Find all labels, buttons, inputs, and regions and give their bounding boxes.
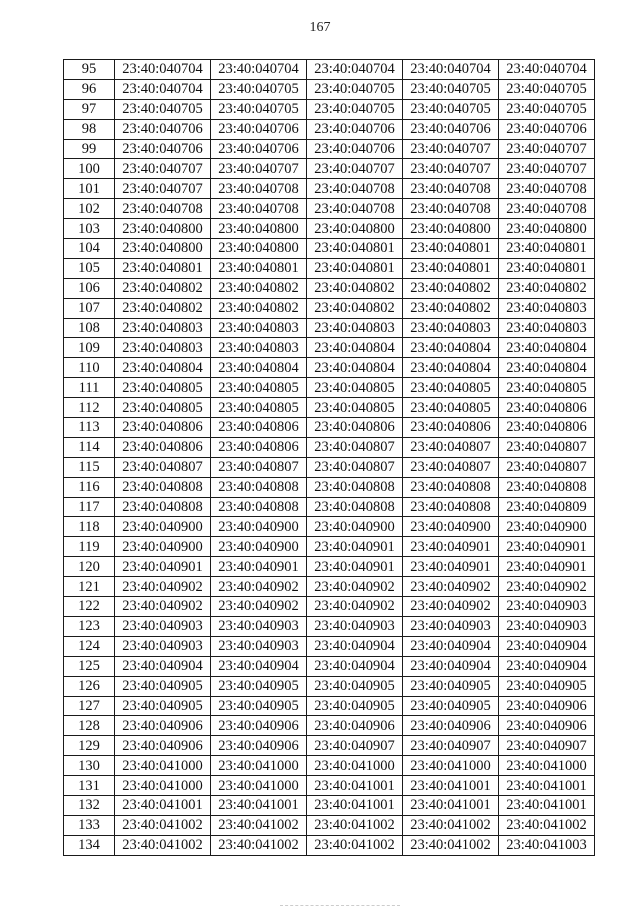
cadastral-number-cell: 23:40:040907 xyxy=(403,736,499,756)
cadastral-number-cell: 23:40:040902 xyxy=(499,577,595,597)
cadastral-number-cell: 23:40:040808 xyxy=(211,497,307,517)
cadastral-number-cell: 23:40:040800 xyxy=(115,219,211,239)
cadastral-number-cell: 23:40:040704 xyxy=(307,60,403,80)
cadastral-number-cell: 23:40:040906 xyxy=(115,716,211,736)
cadastral-number-cell: 23:40:040800 xyxy=(211,219,307,239)
cadastral-number-cell: 23:40:040902 xyxy=(115,577,211,597)
cadastral-number-cell: 23:40:041003 xyxy=(499,835,595,855)
cadastral-number-cell: 23:40:040806 xyxy=(115,418,211,438)
cadastral-number-cell: 23:40:040901 xyxy=(307,557,403,577)
table-row xyxy=(64,179,595,199)
cadastral-number-cell: 23:40:040802 xyxy=(307,278,403,298)
cadastral-number-cell: 23:40:040706 xyxy=(307,139,403,159)
cadastral-number-cell: 23:40:040807 xyxy=(403,457,499,477)
cadastral-number-cell: 23:40:040901 xyxy=(499,557,595,577)
table-row xyxy=(64,199,595,219)
cadastral-number-cell: 23:40:040706 xyxy=(499,119,595,139)
cadastral-number-cell: 23:40:040805 xyxy=(499,378,595,398)
cadastral-number-cell: 23:40:040903 xyxy=(499,616,595,636)
table-row xyxy=(64,656,595,676)
table-row xyxy=(64,676,595,696)
cadastral-number-cell: 23:40:040901 xyxy=(499,537,595,557)
cadastral-number-table xyxy=(63,59,595,856)
row-number-cell: 103 xyxy=(64,219,115,239)
page-number: 167 xyxy=(309,20,331,35)
cadastral-number-cell: 23:40:040906 xyxy=(499,716,595,736)
cadastral-number-cell: 23:40:041000 xyxy=(307,756,403,776)
cadastral-number-cell: 23:40:040805 xyxy=(211,378,307,398)
row-number-cell: 126 xyxy=(64,676,115,696)
cadastral-number-cell: 23:40:040904 xyxy=(499,656,595,676)
table-row xyxy=(64,60,595,80)
cadastral-number-cell: 23:40:040807 xyxy=(499,437,595,457)
table-row xyxy=(64,756,595,776)
cadastral-number-cell: 23:40:041002 xyxy=(499,815,595,835)
cadastral-number-cell: 23:40:040900 xyxy=(211,517,307,537)
cadastral-number-cell: 23:40:040806 xyxy=(403,418,499,438)
row-number-cell: 102 xyxy=(64,199,115,219)
cadastral-number-cell: 23:40:040901 xyxy=(211,557,307,577)
cadastral-number-cell: 23:40:040905 xyxy=(307,696,403,716)
cadastral-number-cell: 23:40:040902 xyxy=(403,577,499,597)
table-row xyxy=(64,597,595,617)
row-number-cell: 122 xyxy=(64,597,115,617)
cadastral-number-cell: 23:40:040904 xyxy=(499,636,595,656)
row-number-cell: 114 xyxy=(64,437,115,457)
cadastral-number-cell: 23:40:040806 xyxy=(307,418,403,438)
cadastral-number-cell: 23:40:040905 xyxy=(115,676,211,696)
row-number-cell: 124 xyxy=(64,636,115,656)
cadastral-number-cell: 23:40:040707 xyxy=(115,179,211,199)
cadastral-number-cell: 23:40:040704 xyxy=(211,60,307,80)
cadastral-number-cell: 23:40:040800 xyxy=(211,239,307,259)
cadastral-number-cell: 23:40:040707 xyxy=(403,159,499,179)
cadastral-number-cell: 23:40:040708 xyxy=(115,199,211,219)
row-number-cell: 119 xyxy=(64,537,115,557)
table-row xyxy=(64,139,595,159)
row-number-cell: 111 xyxy=(64,378,115,398)
cadastral-number-cell: 23:40:040801 xyxy=(307,239,403,259)
cadastral-number-cell: 23:40:040804 xyxy=(499,338,595,358)
cadastral-number-cell: 23:40:040905 xyxy=(115,696,211,716)
row-number-cell: 134 xyxy=(64,835,115,855)
cadastral-number-cell: 23:40:040804 xyxy=(307,358,403,378)
row-number-cell: 131 xyxy=(64,776,115,796)
cadastral-number-cell: 23:40:040904 xyxy=(115,656,211,676)
table-row xyxy=(64,557,595,577)
cadastral-number-cell: 23:40:041001 xyxy=(307,795,403,815)
cadastral-number-cell: 23:40:040708 xyxy=(307,199,403,219)
cadastral-number-cell: 23:40:041001 xyxy=(499,795,595,815)
cadastral-number-cell: 23:40:040900 xyxy=(307,517,403,537)
cadastral-number-cell: 23:40:040706 xyxy=(211,119,307,139)
cadastral-number-cell: 23:40:040903 xyxy=(115,616,211,636)
cadastral-number-cell: 23:40:040704 xyxy=(115,79,211,99)
row-number-cell: 121 xyxy=(64,577,115,597)
cadastral-number-cell: 23:40:040904 xyxy=(307,636,403,656)
table-row xyxy=(64,457,595,477)
cadastral-number-cell: 23:40:040903 xyxy=(499,597,595,617)
cadastral-number-cell: 23:40:040800 xyxy=(499,219,595,239)
cadastral-number-cell: 23:40:040800 xyxy=(307,219,403,239)
cadastral-number-cell: 23:40:040706 xyxy=(211,139,307,159)
cadastral-number-cell: 23:40:040803 xyxy=(499,298,595,318)
cadastral-number-cell: 23:40:040704 xyxy=(403,60,499,80)
cadastral-number-cell: 23:40:040707 xyxy=(499,139,595,159)
cadastral-number-cell: 23:40:040705 xyxy=(211,79,307,99)
cadastral-number-cell: 23:40:041002 xyxy=(115,835,211,855)
cadastral-number-cell: 23:40:040905 xyxy=(499,676,595,696)
cadastral-number-cell: 23:40:040807 xyxy=(307,457,403,477)
cadastral-number-cell: 23:40:040801 xyxy=(403,258,499,278)
cadastral-number-cell: 23:40:040906 xyxy=(211,716,307,736)
cadastral-number-cell: 23:40:041001 xyxy=(211,795,307,815)
cadastral-number-cell: 23:40:040906 xyxy=(211,736,307,756)
table-row xyxy=(64,159,595,179)
cadastral-number-cell: 23:40:040708 xyxy=(211,179,307,199)
cadastral-number-cell: 23:40:040708 xyxy=(403,199,499,219)
row-number-cell: 116 xyxy=(64,477,115,497)
cadastral-number-cell: 23:40:040905 xyxy=(307,676,403,696)
cadastral-number-cell: 23:40:041002 xyxy=(307,815,403,835)
row-number-cell: 99 xyxy=(64,139,115,159)
table-row xyxy=(64,736,595,756)
table-row xyxy=(64,99,595,119)
table-row xyxy=(64,616,595,636)
table-row xyxy=(64,437,595,457)
cadastral-number-cell: 23:40:040804 xyxy=(115,358,211,378)
row-number-cell: 129 xyxy=(64,736,115,756)
cadastral-number-cell: 23:40:040903 xyxy=(211,616,307,636)
table-row xyxy=(64,239,595,259)
table-row xyxy=(64,835,595,855)
row-number-cell: 101 xyxy=(64,179,115,199)
cadastral-number-cell: 23:40:040802 xyxy=(211,298,307,318)
cadastral-number-cell: 23:40:040901 xyxy=(403,537,499,557)
cadastral-number-cell: 23:40:040903 xyxy=(115,636,211,656)
cadastral-number-cell: 23:40:040806 xyxy=(115,437,211,457)
table-row xyxy=(64,418,595,438)
cadastral-number-cell: 23:40:040705 xyxy=(307,79,403,99)
cadastral-number-cell: 23:40:041001 xyxy=(403,776,499,796)
cadastral-number-cell: 23:40:040900 xyxy=(211,537,307,557)
cadastral-number-cell: 23:40:040803 xyxy=(115,318,211,338)
cadastral-number-cell: 23:40:040708 xyxy=(403,179,499,199)
cadastral-number-cell: 23:40:040803 xyxy=(307,318,403,338)
row-number-cell: 133 xyxy=(64,815,115,835)
table-row xyxy=(64,258,595,278)
cadastral-number-cell: 23:40:040808 xyxy=(403,477,499,497)
row-number-cell: 120 xyxy=(64,557,115,577)
table-row xyxy=(64,219,595,239)
cadastral-number-cell: 23:40:040807 xyxy=(499,457,595,477)
cadastral-number-cell: 23:40:040900 xyxy=(115,537,211,557)
cadastral-number-cell: 23:40:040803 xyxy=(403,318,499,338)
row-number-cell: 96 xyxy=(64,79,115,99)
cadastral-number-cell: 23:40:040802 xyxy=(403,278,499,298)
cadastral-number-cell: 23:40:041001 xyxy=(499,776,595,796)
table-row xyxy=(64,636,595,656)
cadastral-number-cell: 23:40:040900 xyxy=(499,517,595,537)
cadastral-number-cell: 23:40:040705 xyxy=(403,99,499,119)
cadastral-number-cell: 23:40:040705 xyxy=(499,79,595,99)
row-number-cell: 115 xyxy=(64,457,115,477)
cadastral-number-cell: 23:40:040808 xyxy=(115,477,211,497)
cadastral-number-cell: 23:40:040907 xyxy=(499,736,595,756)
row-number-cell: 106 xyxy=(64,278,115,298)
cadastral-number-cell: 23:40:040807 xyxy=(211,457,307,477)
cadastral-number-cell: 23:40:040903 xyxy=(211,636,307,656)
row-number-cell: 105 xyxy=(64,258,115,278)
cadastral-number-cell: 23:40:040906 xyxy=(307,716,403,736)
cadastral-number-cell: 23:40:040905 xyxy=(211,696,307,716)
cadastral-number-cell: 23:40:040803 xyxy=(211,318,307,338)
table-row xyxy=(64,517,595,537)
table-row xyxy=(64,398,595,418)
table-row xyxy=(64,338,595,358)
table-row xyxy=(64,795,595,815)
cadastral-number-cell: 23:40:040803 xyxy=(115,338,211,358)
cadastral-number-cell: 23:40:040902 xyxy=(211,597,307,617)
cadastral-number-cell: 23:40:041000 xyxy=(115,756,211,776)
cadastral-number-cell: 23:40:041001 xyxy=(115,795,211,815)
cadastral-number-cell: 23:40:040903 xyxy=(307,616,403,636)
cadastral-number-cell: 23:40:041000 xyxy=(115,776,211,796)
cadastral-number-cell: 23:40:040705 xyxy=(115,99,211,119)
table-row xyxy=(64,318,595,338)
cadastral-number-cell: 23:40:041002 xyxy=(211,835,307,855)
cadastral-number-cell: 23:40:040807 xyxy=(403,437,499,457)
cadastral-number-cell: 23:40:040705 xyxy=(211,99,307,119)
cadastral-number-cell: 23:40:040805 xyxy=(403,378,499,398)
cadastral-number-cell: 23:40:040901 xyxy=(307,537,403,557)
cadastral-number-cell: 23:40:040707 xyxy=(499,159,595,179)
cadastral-number-cell: 23:40:040800 xyxy=(115,239,211,259)
cadastral-number-cell: 23:40:040704 xyxy=(115,60,211,80)
cadastral-number-cell: 23:40:040904 xyxy=(307,656,403,676)
cadastral-number-cell: 23:40:040902 xyxy=(211,577,307,597)
cadastral-number-cell: 23:40:040801 xyxy=(403,239,499,259)
table-row xyxy=(64,278,595,298)
cadastral-number-cell: 23:40:040902 xyxy=(115,597,211,617)
row-number-cell: 132 xyxy=(64,795,115,815)
cadastral-number-cell: 23:40:040905 xyxy=(403,676,499,696)
row-number-cell: 117 xyxy=(64,497,115,517)
cadastral-number-cell: 23:40:040902 xyxy=(307,577,403,597)
table-row xyxy=(64,537,595,557)
cadastral-number-cell: 23:40:040708 xyxy=(499,179,595,199)
table-row xyxy=(64,815,595,835)
cadastral-number-cell: 23:40:040903 xyxy=(403,616,499,636)
cadastral-number-cell: 23:40:040906 xyxy=(499,696,595,716)
cadastral-number-cell: 23:40:040902 xyxy=(403,597,499,617)
row-number-cell: 128 xyxy=(64,716,115,736)
cadastral-number-cell: 23:40:040900 xyxy=(115,517,211,537)
cadastral-number-cell: 23:40:040706 xyxy=(307,119,403,139)
row-number-cell: 98 xyxy=(64,119,115,139)
cadastral-number-cell: 23:40:040804 xyxy=(211,358,307,378)
cadastral-number-cell: 23:40:040804 xyxy=(499,358,595,378)
cadastral-number-cell: 23:40:040707 xyxy=(403,139,499,159)
cadastral-number-cell: 23:40:040906 xyxy=(403,716,499,736)
cadastral-number-cell: 23:40:041001 xyxy=(403,795,499,815)
cadastral-number-cell: 23:40:040806 xyxy=(211,418,307,438)
cadastral-number-cell: 23:40:040806 xyxy=(499,398,595,418)
row-number-cell: 104 xyxy=(64,239,115,259)
cadastral-number-cell: 23:40:040800 xyxy=(403,219,499,239)
page-bottom-rule xyxy=(280,905,400,906)
cadastral-number-cell: 23:40:040906 xyxy=(115,736,211,756)
cadastral-number-cell: 23:40:040801 xyxy=(499,258,595,278)
row-number-cell: 125 xyxy=(64,656,115,676)
table-row xyxy=(64,358,595,378)
cadastral-number-cell: 23:40:040706 xyxy=(115,139,211,159)
cadastral-number-cell: 23:40:040801 xyxy=(307,258,403,278)
row-number-cell: 110 xyxy=(64,358,115,378)
cadastral-number-cell: 23:40:040809 xyxy=(499,497,595,517)
cadastral-number-cell: 23:40:040707 xyxy=(307,159,403,179)
cadastral-number-cell: 23:40:040707 xyxy=(211,159,307,179)
row-number-cell: 112 xyxy=(64,398,115,418)
cadastral-number-cell: 23:40:040805 xyxy=(115,378,211,398)
cadastral-number-cell: 23:40:040808 xyxy=(307,497,403,517)
table-row xyxy=(64,119,595,139)
cadastral-number-cell: 23:40:040806 xyxy=(211,437,307,457)
cadastral-number-cell: 23:40:040708 xyxy=(307,179,403,199)
cadastral-number-cell: 23:40:041002 xyxy=(307,835,403,855)
table-row xyxy=(64,79,595,99)
table-row xyxy=(64,378,595,398)
cadastral-number-cell: 23:40:041002 xyxy=(211,815,307,835)
cadastral-number-cell: 23:40:040802 xyxy=(403,298,499,318)
cadastral-number-cell: 23:40:040804 xyxy=(403,338,499,358)
cadastral-number-cell: 23:40:040805 xyxy=(307,398,403,418)
row-number-cell: 113 xyxy=(64,418,115,438)
cadastral-number-cell: 23:40:040808 xyxy=(403,497,499,517)
cadastral-number-cell: 23:40:040905 xyxy=(211,676,307,696)
row-number-cell: 123 xyxy=(64,616,115,636)
row-number-cell: 127 xyxy=(64,696,115,716)
cadastral-number-cell: 23:40:040804 xyxy=(403,358,499,378)
cadastral-number-cell: 23:40:040807 xyxy=(115,457,211,477)
cadastral-number-cell: 23:40:040707 xyxy=(115,159,211,179)
cadastral-number-cell: 23:40:040802 xyxy=(115,278,211,298)
cadastral-number-cell: 23:40:040904 xyxy=(211,656,307,676)
table-row xyxy=(64,577,595,597)
cadastral-number-cell: 23:40:040807 xyxy=(307,437,403,457)
cadastral-number-cell: 23:40:040905 xyxy=(403,696,499,716)
cadastral-number-cell: 23:40:041000 xyxy=(211,756,307,776)
table-row xyxy=(64,497,595,517)
cadastral-number-cell: 23:40:040706 xyxy=(403,119,499,139)
cadastral-number-cell: 23:40:040808 xyxy=(115,497,211,517)
cadastral-number-cell: 23:40:041000 xyxy=(499,756,595,776)
cadastral-number-cell: 23:40:040805 xyxy=(211,398,307,418)
cadastral-number-cell: 23:40:041002 xyxy=(403,815,499,835)
table-body xyxy=(64,60,595,856)
table-row xyxy=(64,298,595,318)
row-number-cell: 95 xyxy=(64,60,115,80)
cadastral-number-cell: 23:40:040705 xyxy=(307,99,403,119)
cadastral-number-cell: 23:40:040902 xyxy=(307,597,403,617)
cadastral-number-cell: 23:40:040704 xyxy=(499,60,595,80)
cadastral-number-cell: 23:40:040801 xyxy=(499,239,595,259)
cadastral-number-cell: 23:40:040808 xyxy=(499,477,595,497)
cadastral-number-cell: 23:40:040805 xyxy=(115,398,211,418)
row-number-cell: 108 xyxy=(64,318,115,338)
cadastral-number-cell: 23:40:041001 xyxy=(307,776,403,796)
cadastral-number-cell: 23:40:041002 xyxy=(115,815,211,835)
cadastral-number-cell: 23:40:040904 xyxy=(403,656,499,676)
table-row xyxy=(64,696,595,716)
cadastral-number-cell: 23:40:040705 xyxy=(403,79,499,99)
cadastral-number-cell: 23:40:041002 xyxy=(403,835,499,855)
cadastral-number-cell: 23:40:040708 xyxy=(211,199,307,219)
cadastral-number-cell: 23:40:040808 xyxy=(307,477,403,497)
cadastral-number-cell: 23:40:040804 xyxy=(307,338,403,358)
cadastral-number-cell: 23:40:040803 xyxy=(211,338,307,358)
cadastral-number-cell: 23:40:040805 xyxy=(307,378,403,398)
cadastral-number-cell: 23:40:040802 xyxy=(307,298,403,318)
cadastral-number-cell: 23:40:040802 xyxy=(211,278,307,298)
cadastral-number-cell: 23:40:040907 xyxy=(307,736,403,756)
cadastral-number-cell: 23:40:040801 xyxy=(115,258,211,278)
row-number-cell: 109 xyxy=(64,338,115,358)
cadastral-number-cell: 23:40:040706 xyxy=(115,119,211,139)
table-row xyxy=(64,477,595,497)
cadastral-number-cell: 23:40:041000 xyxy=(211,776,307,796)
table-row xyxy=(64,776,595,796)
cadastral-number-cell: 23:40:040901 xyxy=(403,557,499,577)
cadastral-number-cell: 23:40:040801 xyxy=(211,258,307,278)
cadastral-number-cell: 23:40:041000 xyxy=(403,756,499,776)
row-number-cell: 118 xyxy=(64,517,115,537)
cadastral-number-cell: 23:40:040805 xyxy=(403,398,499,418)
cadastral-number-cell: 23:40:040901 xyxy=(115,557,211,577)
cadastral-number-cell: 23:40:040708 xyxy=(499,199,595,219)
cadastral-number-cell: 23:40:040904 xyxy=(403,636,499,656)
cadastral-number-cell: 23:40:040900 xyxy=(403,517,499,537)
table-row xyxy=(64,716,595,736)
cadastral-number-cell: 23:40:040803 xyxy=(499,318,595,338)
cadastral-number-cell: 23:40:040705 xyxy=(499,99,595,119)
row-number-cell: 130 xyxy=(64,756,115,776)
cadastral-number-cell: 23:40:040806 xyxy=(499,418,595,438)
row-number-cell: 107 xyxy=(64,298,115,318)
cadastral-number-cell: 23:40:040802 xyxy=(499,278,595,298)
row-number-cell: 97 xyxy=(64,99,115,119)
cadastral-number-cell: 23:40:040808 xyxy=(211,477,307,497)
cadastral-number-cell: 23:40:040802 xyxy=(115,298,211,318)
row-number-cell: 100 xyxy=(64,159,115,179)
